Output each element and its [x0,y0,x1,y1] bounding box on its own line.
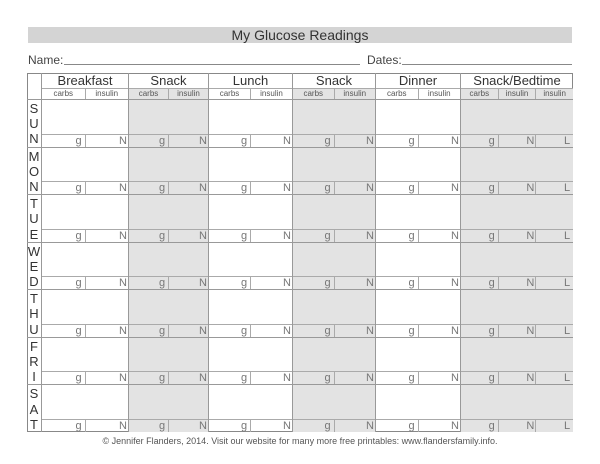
entry-cell[interactable] [41,289,128,324]
entry-cell[interactable] [375,242,460,277]
unit-cell-divider [168,276,169,289]
unit-g: g [488,134,495,147]
unit-g: g [324,229,331,242]
meal-header: Snack [292,73,375,88]
unit-cell-divider [535,181,536,194]
insulin-subheader: insulin [168,88,208,99]
day-letter: S [29,101,39,116]
unit-cell-divider [535,276,536,289]
unit-n: N [526,229,535,242]
unit-n: N [526,372,535,385]
unit-n: N [366,372,374,385]
unit-g: g [75,182,82,195]
unit-n: N [526,134,535,147]
unit-cell-divider [250,276,251,289]
unit-n: N [119,420,127,432]
unit-cell-divider [418,134,419,147]
unit-cell-divider [85,371,86,384]
entry-cell[interactable] [375,337,460,372]
unit-g: g [408,134,415,147]
entry-cell[interactable] [41,337,128,372]
entry-cell[interactable] [460,147,573,182]
unit-cell-divider [334,324,335,337]
unit-cell-divider [85,324,86,337]
unit-cell-divider [250,181,251,194]
day-letter: N [29,131,39,147]
unit-g: g [75,420,82,432]
unit-n: N [283,134,291,147]
unit-g: g [159,372,166,385]
carbs-subheader: carbs [292,88,334,99]
unit-g: g [159,182,166,195]
unit-cell-divider [535,371,536,384]
insulin-subheader: insulin [250,88,292,99]
unit-n: N [366,420,374,432]
entry-cell[interactable] [128,289,208,324]
unit-g: g [324,324,331,337]
unit-n: N [283,182,291,195]
entry-cell[interactable] [375,147,460,182]
entry-cell[interactable] [41,147,128,182]
unit-n: N [119,277,127,290]
unit-n: N [526,182,535,195]
insulin-subheader: insulin [535,88,573,99]
entry-cell[interactable] [128,99,208,134]
day-letter: I [32,369,36,385]
unit-n: N [199,182,207,195]
meal-divider [292,73,293,432]
unit-cell-divider [498,419,499,432]
unit-g: g [488,182,495,195]
day-letter: U [29,116,39,132]
unit-cell-divider [418,371,419,384]
unit-cell-divider [498,134,499,147]
meal-divider [128,73,129,432]
unit-g: g [408,420,415,432]
meal-header: Lunch [208,73,292,88]
entry-cell[interactable] [292,242,375,277]
dates-label: Dates: [367,53,402,67]
unit-cell-divider [334,276,335,289]
day-letter: T [30,291,38,307]
entry-cell[interactable] [41,384,128,419]
unit-g: g [408,182,415,195]
unit-n: N [199,277,207,290]
entry-cell[interactable] [292,289,375,324]
meal-divider [375,73,376,432]
unit-g: g [159,134,166,147]
insulin-subheader: insulin [498,88,536,99]
unit-g: g [159,229,166,242]
unit-g: g [159,420,166,432]
unit-cell-divider [168,324,169,337]
unit-cell-divider [85,419,86,432]
unit-n: N [366,324,374,337]
unit-n: N [199,372,207,385]
unit-g: g [75,134,82,147]
unit-cell-divider [498,181,499,194]
unit-cell-divider [250,229,251,242]
unit-cell-divider [535,324,536,337]
unit-n: N [451,182,459,195]
unit-g: g [75,229,82,242]
unit-g: g [488,277,495,290]
unit-g: g [324,420,331,432]
insulin-subheader: insulin [418,88,461,99]
unit-cell-divider [250,419,251,432]
unit-l: L [564,182,571,195]
day-letter: U [29,211,39,227]
unit-g: g [241,229,248,242]
entry-cell[interactable] [375,194,460,229]
entry-cell[interactable] [375,384,460,419]
unit-cell-divider [418,181,419,194]
entry-cell[interactable] [292,99,375,134]
unit-cell-divider [168,229,169,242]
entry-cell[interactable] [208,337,292,372]
unit-n: N [451,277,459,290]
unit-n: N [526,324,535,337]
unit-cell-divider [498,229,499,242]
unit-n: N [451,134,459,147]
unit-g: g [324,372,331,385]
unit-cell-divider [334,134,335,147]
unit-n: N [366,182,374,195]
unit-g: g [75,372,82,385]
unit-cell-divider [85,181,86,194]
unit-cell-divider [168,371,169,384]
unit-n: N [119,229,127,242]
unit-g: g [408,324,415,337]
unit-g: g [159,324,166,337]
entry-cell[interactable] [375,99,460,134]
page-title: My Glucose Readings [28,27,572,43]
unit-cell-divider [418,324,419,337]
unit-n: N [119,372,127,385]
unit-cell-divider [250,324,251,337]
entry-cell[interactable] [460,242,573,277]
entry-cell[interactable] [128,194,208,229]
day-letter: N [29,178,39,194]
day-letter: E [29,258,39,274]
day-letter: F [30,338,38,354]
entry-cell[interactable] [460,289,573,324]
day-letter: O [28,163,40,179]
unit-cell-divider [168,419,169,432]
unit-cell-divider [85,276,86,289]
unit-g: g [159,277,166,290]
unit-n: N [283,372,291,385]
day-letter: E [29,226,39,242]
entry-cell[interactable] [41,99,128,134]
unit-cell-divider [418,229,419,242]
unit-cell-divider [334,229,335,242]
unit-l: L [564,229,571,242]
day-letter: W [27,243,41,259]
meal-divider [208,73,209,432]
meal-header: Breakfast [41,73,128,88]
entry-cell[interactable] [128,242,208,277]
unit-cell-divider [334,371,335,384]
unit-g: g [75,277,82,290]
unit-n: N [451,372,459,385]
entry-cell[interactable] [128,384,208,419]
meal-header: Snack [128,73,208,88]
unit-cell-divider [85,134,86,147]
entry-cell[interactable] [292,384,375,419]
unit-g: g [488,229,495,242]
day-letter: T [30,196,38,212]
unit-n: N [526,277,535,290]
unit-g: g [75,324,82,337]
unit-n: N [451,229,459,242]
entry-cell[interactable] [460,384,573,419]
unit-cell-divider [334,419,335,432]
dates-line [402,64,572,65]
unit-cell-divider [250,134,251,147]
name-label: Name: [28,53,64,67]
unit-g: g [488,372,495,385]
unit-cell-divider [334,181,335,194]
unit-n: N [119,134,127,147]
day-letter: T [30,416,38,432]
meal-header: Snack/Bedtime [460,73,573,88]
unit-g: g [408,277,415,290]
unit-n: N [366,229,374,242]
unit-n: N [451,420,459,432]
unit-l: L [564,324,571,337]
unit-g: g [241,372,248,385]
unit-n: N [451,324,459,337]
unit-g: g [324,182,331,195]
day-letter: R [29,354,39,370]
unit-n: N [119,182,127,195]
unit-n: N [526,420,535,432]
unit-cell-divider [498,371,499,384]
entry-cell[interactable] [128,337,208,372]
meal-divider [460,73,461,432]
day-letter: M [28,148,40,164]
unit-g: g [488,324,495,337]
unit-g: g [241,420,248,432]
entry-cell[interactable] [460,99,573,134]
entry-cell[interactable] [460,194,573,229]
carbs-subheader: carbs [375,88,418,99]
unit-cell-divider [498,276,499,289]
meal-header: Dinner [375,73,460,88]
unit-n: N [283,277,291,290]
unit-cell-divider [535,229,536,242]
unit-l: L [564,277,571,290]
unit-cell-divider [498,324,499,337]
entry-cell[interactable] [41,242,128,277]
entry-cell[interactable] [208,384,292,419]
unit-g: g [408,229,415,242]
unit-cell-divider [418,276,419,289]
entry-cell[interactable] [292,147,375,182]
unit-n: N [199,229,207,242]
unit-g: g [488,420,495,432]
day-letter: U [29,321,39,337]
carbs-subheader: carbs [208,88,250,99]
entry-cell[interactable] [208,289,292,324]
unit-cell-divider [535,419,536,432]
day-letter: A [29,401,39,417]
unit-n: N [366,134,374,147]
unit-g: g [241,277,248,290]
unit-cell-divider [250,371,251,384]
unit-g: g [408,372,415,385]
name-line [64,64,360,65]
day-letter: D [29,274,39,290]
unit-l: L [564,372,571,385]
insulin-subheader: insulin [85,88,129,99]
glucose-table [27,73,573,432]
insulin-subheader: insulin [334,88,376,99]
entry-cell[interactable] [208,99,292,134]
unit-n: N [283,229,291,242]
unit-l: L [564,134,571,147]
unit-cell-divider [418,419,419,432]
unit-g: g [241,134,248,147]
day-letter: S [29,386,39,402]
carbs-subheader: carbs [41,88,85,99]
unit-n: N [366,277,374,290]
carbs-subheader: carbs [128,88,168,99]
unit-cell-divider [168,134,169,147]
entry-cell[interactable] [292,194,375,229]
entry-cell[interactable] [460,337,573,372]
entry-cell[interactable] [128,147,208,182]
carbs-subheader: carbs [460,88,498,99]
unit-cell-divider [535,134,536,147]
unit-n: N [199,134,207,147]
entry-cell[interactable] [375,289,460,324]
unit-n: N [199,324,207,337]
unit-g: g [241,324,248,337]
meal-divider [41,73,42,432]
unit-g: g [241,182,248,195]
unit-cell-divider [168,181,169,194]
unit-g: g [324,277,331,290]
entry-cell[interactable] [292,337,375,372]
entry-cell[interactable] [208,147,292,182]
unit-n: N [283,324,291,337]
unit-n: N [283,420,291,432]
entry-cell[interactable] [208,194,292,229]
unit-cell-divider [85,229,86,242]
day-letter: H [29,306,39,322]
unit-n: N [119,324,127,337]
entry-cell[interactable] [41,194,128,229]
unit-l: L [564,420,571,432]
footer-credit: © Jennifer Flanders, 2014. Visit our website for many more free printables: www.flandersfamily.info. [102,436,498,446]
entry-cell[interactable] [208,242,292,277]
unit-n: N [199,420,207,432]
unit-g: g [324,134,331,147]
